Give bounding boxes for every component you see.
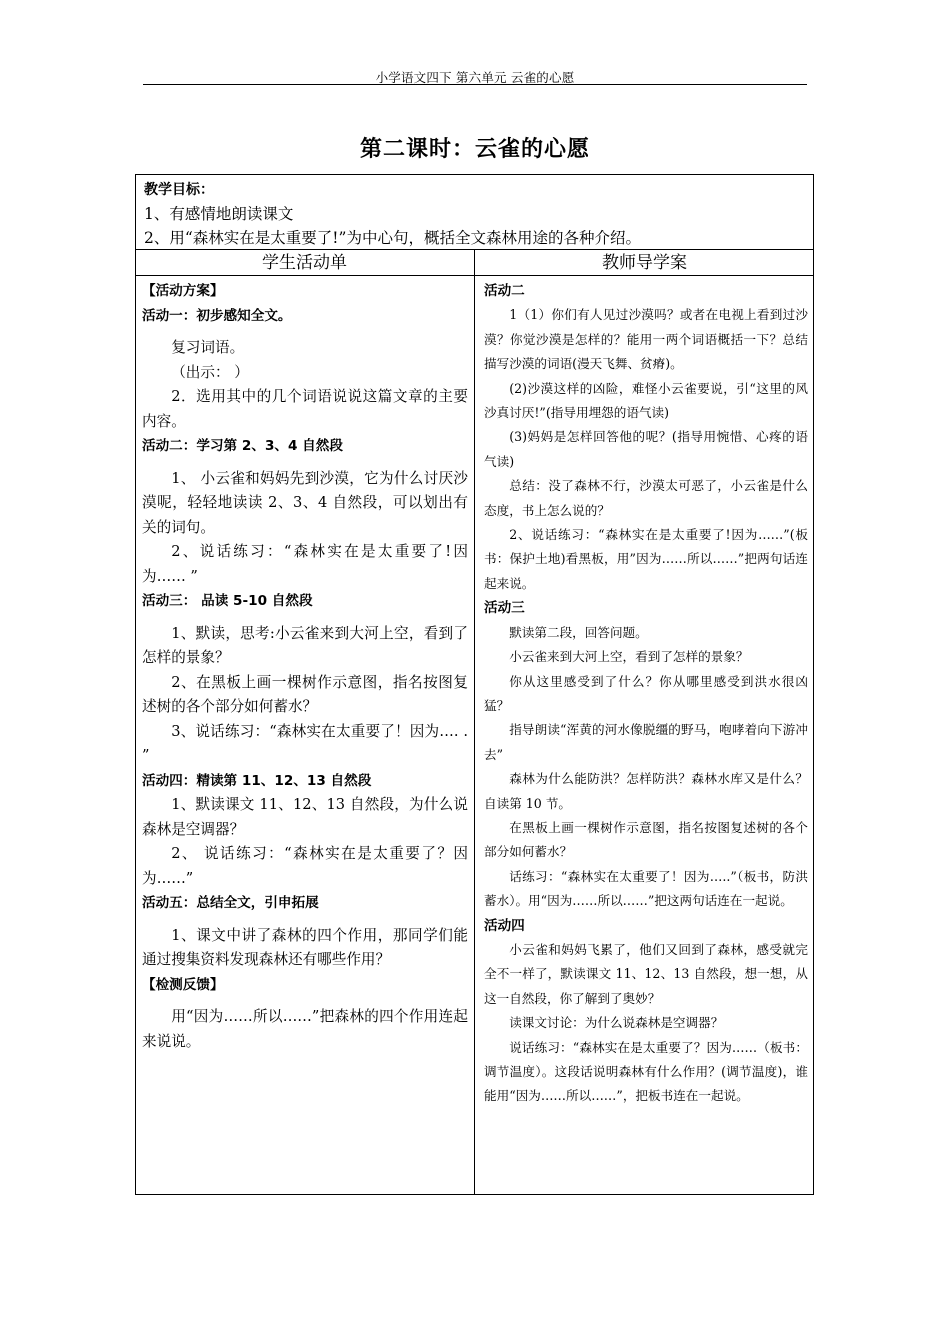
teaching-goals — [136, 175, 806, 249]
activity-1-text: 2．选用其中的几个词语说说这篇文章的主要内容。 — [142, 388, 468, 430]
guide-activity-2-text: (2)沙漠这样的凶险，难怪小云雀要说，引“这里的风沙真讨厌!”(指导用埋怨的语气读) — [484, 380, 808, 421]
guide-activity-2-text: 总结：没了森林不行，沙漠太可恶了，小云雀是什么态度，书上怎么说的？ — [484, 478, 808, 518]
guide-activity-4-text: 说话练习：“森林实在是太重要了？因为……（板书：调节温度）。这段话说明森林有什么作用？(调节温度)，谁能用“因为……所以……”，把板书连在一起说。 — [484, 1039, 808, 1104]
activity-5-title: 活动五：总结全文，引申拓展 — [142, 895, 319, 911]
goals-label: 教学目标： — [144, 182, 214, 198]
guide-activity-4-text: 读课文讨论：为什么说森林是空调器？ — [509, 1015, 724, 1031]
guide-activity-3-text: 小云雀来到大河上空，看到了怎样的景象？ — [509, 649, 749, 665]
activity-1-text: 复习词语。 — [171, 339, 245, 356]
teacher-guide-column — [484, 279, 808, 1109]
activity-4-text: 2、 说话练习：“森林实在是太重要了？因为……” — [142, 845, 468, 887]
guide-activity-4-title: 活动四 — [484, 917, 525, 934]
activity-3-text: 3、说话练习：“森林实在太重要了！因为…. . ” — [142, 722, 468, 764]
goal-item-1: 1、有感情地朗读课文 — [144, 205, 294, 223]
activity-2-title: 活动二：学习第 2、3、4 自然段 — [142, 438, 343, 454]
activity-2-text: 1、 小云雀和妈妈先到沙漠，它为什么讨厌沙漠呢，轻轻地读读 2、3、4 自然段，可以划出有关的词句。 — [142, 469, 468, 536]
activity-3-title: 活动三： 品读 5-10 自然段 — [142, 593, 313, 609]
guide-activity-3-text: 话练习：“森林实在太重要了！因为…..”（板书，防洪蓄水）。用“因为……所以……”把这两句话连在一起说。 — [484, 868, 808, 909]
activity-plan-heading: 【活动方案】 — [142, 283, 224, 299]
goal-item-2: 2、用“森林实在是太重要了!”为中心句，概括全文森林用途的各种介绍。 — [144, 229, 641, 247]
guide-activity-3-title: 活动三 — [484, 600, 525, 617]
guide-activity-3-text: 森林为什么能防洪？怎样防洪？森林水库又是什么？自读第 10 节。 — [484, 771, 808, 811]
activity-1-title: 活动一：初步感知全文。 — [142, 307, 292, 324]
activity-4-text: 1、默读课文 11、12、13 自然段，为什么说森林是空调器？ — [142, 796, 468, 838]
column-divider — [474, 249, 475, 1195]
activity-2-text: 2、说话练习：“森林实在是太重要了!因为…… ” — [142, 543, 468, 585]
activity-5-text: 1、课文中讲了森林的四个作用，那同学们能通过搜集资料发现森林还有哪些作用？ — [142, 926, 468, 968]
guide-activity-2-text: 1（1）你们有人见过沙漠吗？或者在电视上看到过沙漠？你觉沙漠是怎样的？能用一两个词语概括一下？总结描写沙漠的词语(漫天飞舞、贫瘠)。 — [484, 307, 808, 372]
guide-activity-2-text: (3)妈妈是怎样回答他的呢？(指导用惋惜、心疼的语气读) — [484, 429, 808, 469]
activity-3-text: 2、在黑板上画一棵树作示意图，指名按图复述树的各个部分如何蓄水？ — [142, 673, 468, 715]
header-rule — [143, 84, 807, 85]
feedback-text: 用“因为……所以……”把森林的四个作用连起来说说。 — [142, 1008, 468, 1050]
guide-activity-4-text: 小云雀和妈妈飞累了，他们又回到了森林，感受就完全不一样了，默读课文 11、12、13 自然段，想一想，从这一自然段，你了解到了奥妙？ — [484, 941, 808, 1006]
guide-activity-2-title: 活动二 — [484, 283, 525, 299]
column-header-student: 学生活动单 — [262, 253, 347, 273]
guide-activity-3-text: 你从这里感受到了什么？你从哪里感受到洪水很凶猛？ — [484, 673, 808, 713]
guide-activity-3-text: 在黑板上画一棵树作示意图，指名按图复述树的各个部分如何蓄水？ — [484, 819, 808, 860]
page-header: 小学语文四下 第六单元 云雀的心愿 — [375, 70, 575, 85]
feedback-heading: 【检测反馈】 — [142, 976, 224, 993]
guide-activity-3-text: 指导朗读“浑黄的河水像脱缰的野马，咆哮着向下游冲去” — [484, 722, 808, 762]
student-activity-column — [142, 279, 468, 1054]
page-title: 第二课时：云雀的心愿 — [359, 137, 590, 162]
activity-4-title: 活动四：精读第 11、12、13 自然段 — [142, 772, 372, 789]
activity-3-text: 1、默读，思考:小云雀来到大河上空，看到了怎样的景象？ — [142, 624, 468, 666]
guide-activity-2-text: 2、说话练习：“森林实在是太重要了!因为……”(板书：保护土地)看黑板，用”因为……所以……”把两句话连起来说。 — [484, 527, 808, 591]
guide-activity-3-text: 默读第二段，回答问题。 — [509, 624, 648, 640]
column-header-teacher: 教师导学案 — [602, 253, 687, 273]
activity-1-text: （出示： ） — [171, 363, 249, 381]
